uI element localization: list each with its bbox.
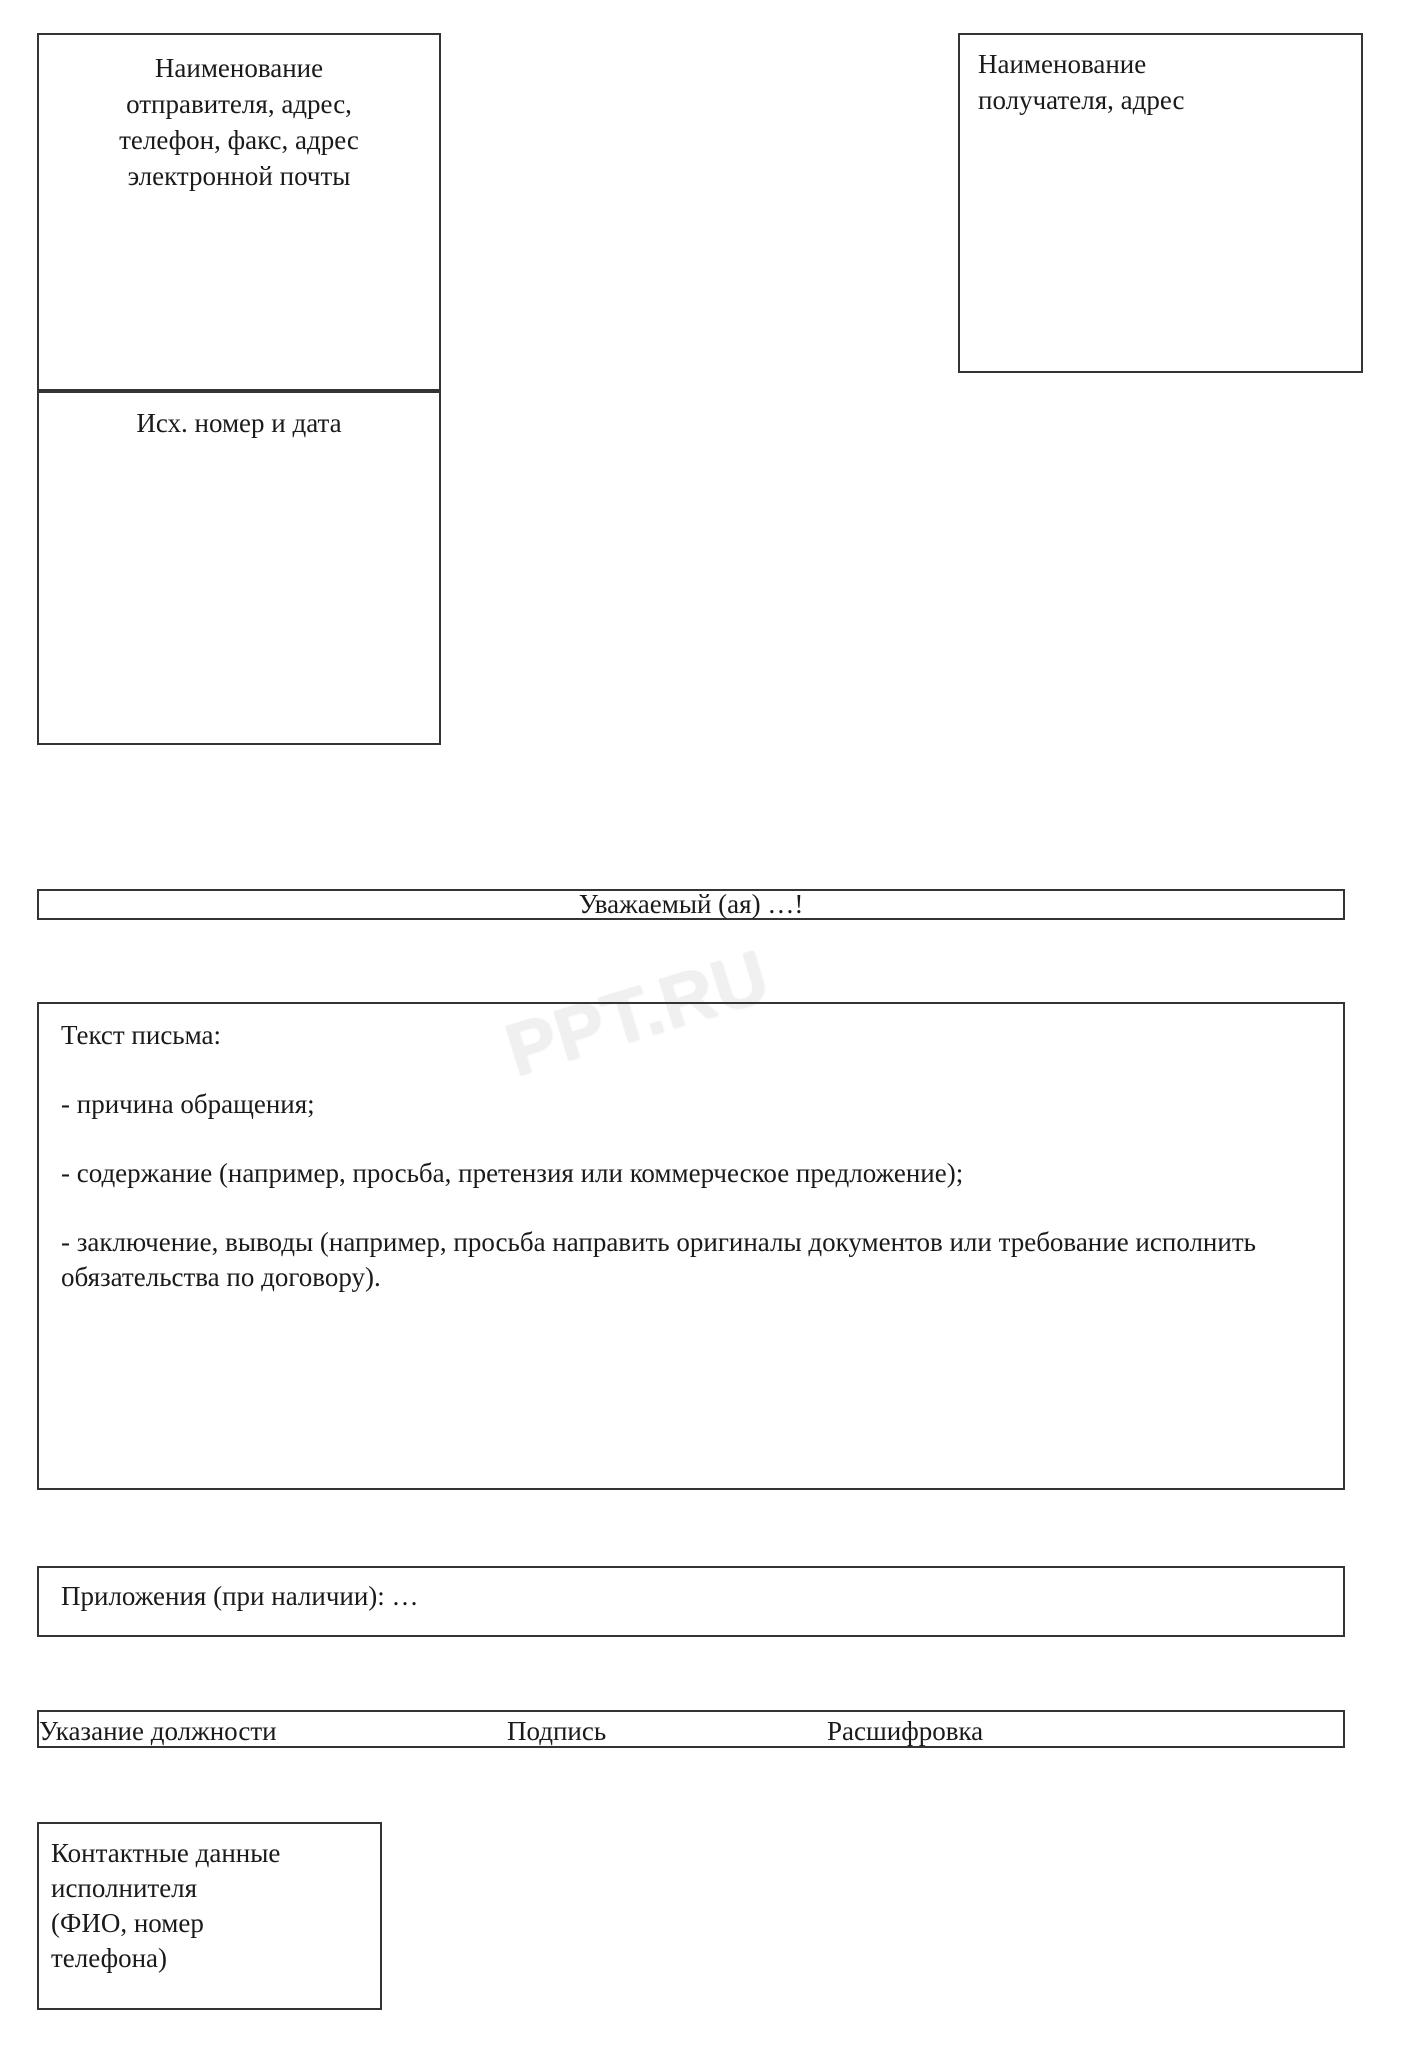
executor-contacts-box[interactable] [37,1822,382,2010]
contacts-line-4: телефона) [51,1943,167,1974]
signature-position-label: Указание должности [39,1716,277,1746]
sender-details-inner [39,35,439,195]
signature-row-inner [39,1712,1343,1746]
sender-label-line-3: телефон, факс, адрес [119,124,359,155]
contacts-line-1: Контактные данные [51,1838,281,1868]
salutation-text: Уважаемый (ая) …! [578,889,804,919]
signature-row-box[interactable] [37,1710,1345,1748]
sender-label-line-2: отправителя, адрес, [126,88,352,119]
outgoing-inner [39,393,439,442]
salutation-box[interactable] [37,889,1345,920]
letter-body-item-content: - содержание (например, просьба, претензия или коммерческое предложение); [61,1158,964,1189]
signature-sign-label: Подпись [507,1716,607,1746]
recipient-details-inner [960,35,1361,119]
attachments-inner [39,1568,1343,1614]
recipient-label-line-2: получателя, адрес [978,84,1185,115]
recipient-details-box[interactable] [958,33,1363,373]
recipient-label-line-1: Наименование [978,49,1147,79]
sender-details-box[interactable] [37,33,441,391]
attachments-label: Приложения (при наличии): … [61,1581,419,1611]
contacts-line-2: исполнителя [51,1873,198,1904]
contacts-line-3: (ФИО, номер [51,1908,204,1939]
letter-body-item-conclusion: - заключение, выводы (например, просьба направить оригиналы документов или требование исполнить обязательства по договору). [61,1227,1256,1293]
letter-body-item-reason: - причина обращения; [61,1089,315,1120]
sender-label-line-1: Наименование [154,53,324,83]
signature-fullname-label: Расшифровка [827,1716,984,1746]
letter-body-box[interactable] [37,1002,1345,1490]
executor-contacts-inner [39,1824,380,1976]
outgoing-number-date-box[interactable] [37,391,441,745]
sender-label-line-4: электронной почты [127,160,351,191]
watermark-ppt-ru: PPT.RU [496,933,778,1092]
letter-body-inner [39,1004,1343,1295]
outgoing-number-date-label: Исх. номер и дата [136,408,342,438]
attachments-box[interactable] [37,1566,1345,1637]
letter-body-heading: Текст письма: [61,1020,222,1050]
